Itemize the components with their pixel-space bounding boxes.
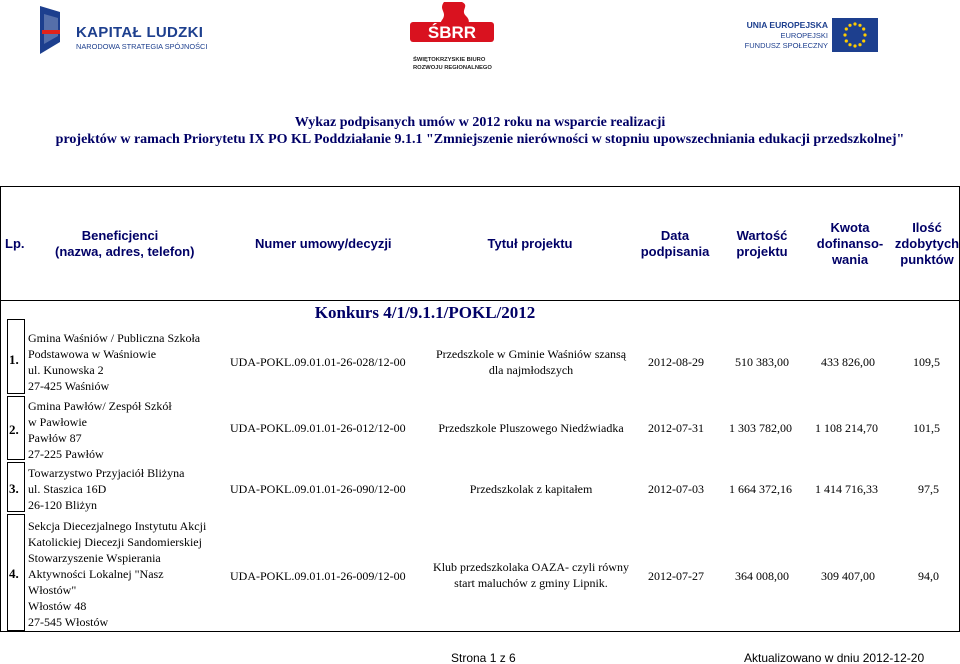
row-2-beneficjent-line1: Gmina Pawłów/ Zespół Szkół — [28, 399, 172, 413]
row-2-kwota: 1 108 214,70 — [815, 421, 878, 435]
row-1-beneficjent-line1: Gmina Waśniów / Publiczna Szkoła — [28, 331, 201, 345]
document-title-line2: projektów w ramach Priorytetu IX PO KL Poddziałanie 9.1.1 "Zmniejszenie nierówności w stopniu upowszechniania edukacji przedszkolnej" — [55, 132, 905, 147]
row-4-beneficjent-line4: Aktywności Lokalnej "Nasz — [28, 567, 164, 581]
row-4-kwota: 309 407,00 — [821, 569, 875, 583]
eu-flag-icon — [832, 18, 878, 52]
header-beneficjenci — [55, 228, 195, 260]
row-2-beneficjent — [28, 398, 172, 462]
header-kwota-line1: Kwota — [830, 220, 870, 235]
row-2-data: 2012-07-31 — [648, 421, 704, 435]
svg-text:ŚBRR: ŚBRR — [427, 23, 477, 42]
ue-text — [718, 20, 828, 51]
row-4-wartosc: 364 008,00 — [735, 569, 789, 583]
sbrr-logo — [405, 0, 500, 78]
row-1-kwota: 433 826,00 — [821, 355, 875, 369]
header-beneficjenci-line1: Beneficjenci — [81, 228, 159, 243]
sbrr-emblem-icon — [408, 0, 496, 56]
row-3-beneficjent — [28, 465, 184, 513]
row-3-numer: UDA-POKL.09.01.01-26-090/12-00 — [230, 482, 406, 496]
row-1-lp: 1. — [9, 352, 19, 367]
konkurs-title: Konkurs 4/1/9.1.1/POKL/2012 — [314, 303, 536, 322]
row-2-tytul: Przedszkole Pluszowego Niedźwiadka — [438, 421, 624, 435]
header-kwota-line3: wania — [831, 252, 869, 267]
header-divider — [0, 300, 960, 301]
header-data-line2: podpisania — [640, 244, 710, 259]
row-3-wartosc: 1 664 372,16 — [729, 482, 792, 496]
row-1-tytul — [418, 346, 644, 378]
sbrr-line2: ROZWOJU REGIONALNEGO — [413, 65, 492, 71]
row-1-beneficjent — [28, 330, 200, 394]
row-2-lp: 2. — [9, 422, 19, 437]
kapital-ludzki-logo — [38, 2, 208, 64]
row-1-punkty: 109,5 — [913, 355, 940, 369]
header-wartosc-line2: projektu — [736, 244, 788, 259]
row-1-numer: UDA-POKL.09.01.01-26-028/12-00 — [230, 355, 406, 369]
header-ilosc — [892, 220, 960, 268]
header-kwota — [810, 220, 890, 268]
row-1-tytul-line2: dla najmłodszych — [488, 363, 574, 377]
row-4-beneficjent-line6: Włostów 48 — [28, 599, 87, 613]
row-4-beneficjent — [28, 518, 206, 630]
row-1-tytul-line1: Przedszkole w Gminie Waśniów szansą — [435, 347, 627, 361]
row-1-beneficjent-line3: ul. Kunowska 2 — [28, 363, 104, 377]
row-4-beneficjent-line3: Stowarzyszenie Wspierania — [28, 551, 161, 565]
row-2-numer: UDA-POKL.09.01.01-26-012/12-00 — [230, 421, 406, 435]
row-4-beneficjent-line2: Katolickiej Diecezji Sandomierskiej — [28, 535, 202, 549]
row-2-beneficjent-line3: Pawłów 87 — [28, 431, 82, 445]
row-2-beneficjent-line4: 27-225 Pawłów — [28, 447, 104, 461]
row-3-lp: 3. — [9, 481, 19, 496]
row-4-data: 2012-07-27 — [648, 569, 704, 583]
row-4-lp: 4. — [9, 566, 19, 581]
kapital-ludzki-title: KAPITAŁ LUDZKI — [76, 24, 204, 41]
document-title — [0, 114, 960, 148]
ue-line3: FUNDUSZ SPOŁECZNY — [744, 41, 828, 50]
header-data-line1: Data — [660, 228, 690, 243]
row-1-beneficjent-line2: Podstawowa w Waśniowie — [28, 347, 157, 361]
row-3-punkty: 97,5 — [918, 482, 939, 496]
header-numer: Numer umowy/decyzji — [255, 236, 392, 251]
row-4-tytul-line2: start maluchów z gminy Lipnik. — [454, 576, 608, 590]
header-beneficjenci-line2: (nazwa, adres, telefon) — [55, 244, 195, 259]
row-4-tytul-line1: Klub przedszkolaka OAZA- czyli równy — [433, 560, 629, 574]
footer-updated: Aktualizowano w dniu 2012-12-20 — [744, 651, 925, 664]
kapital-ludzki-flag-icon — [38, 2, 66, 60]
header-kwota-line2: dofinanso- — [816, 236, 884, 251]
header-ilosc-line1: Ilość — [912, 220, 942, 235]
row-4-punkty: 94,0 — [918, 569, 939, 583]
ue-line2: EUROPEJSKI — [780, 31, 828, 40]
row-3-beneficjent-line1: Towarzystwo Przyjaciół Bliżyna — [28, 466, 185, 480]
row-3-kwota: 1 414 716,33 — [815, 482, 878, 496]
row-2-beneficjent-line2: w Pawłowie — [28, 415, 87, 429]
header-wartosc — [722, 228, 802, 260]
row-2-wartosc: 1 303 782,00 — [729, 421, 792, 435]
row-4-beneficjent-line5: Włostów" — [28, 583, 77, 597]
row-4-beneficjent-line7: 27-545 Włostów — [28, 615, 109, 629]
document-title-line1: Wykaz podpisanych umów w 2012 roku na wsparcie realizacji — [294, 115, 666, 130]
header-wartosc-line1: Wartość — [736, 228, 788, 243]
header-tytul: Tytuł projektu — [487, 236, 573, 251]
row-1-beneficjent-line4: 27-425 Waśniów — [28, 379, 110, 393]
row-1-wartosc: 510 383,00 — [735, 355, 789, 369]
row-4-beneficjent-line1: Sekcja Diecezjalnego Instytutu Akcji — [28, 519, 207, 533]
footer-page-number: Strona 1 z 6 — [451, 651, 516, 664]
header-data — [635, 228, 715, 260]
kapital-ludzki-subtitle: NARODOWA STRATEGIA SPÓJNOŚCI — [76, 42, 208, 51]
row-3-beneficjent-line3: 26-120 Bliżyn — [28, 498, 97, 512]
ue-line1: UNIA EUROPEJSKA — [746, 20, 828, 30]
row-3-data: 2012-07-03 — [648, 482, 704, 496]
row-4-tytul — [418, 559, 644, 591]
row-4-numer: UDA-POKL.09.01.01-26-009/12-00 — [230, 569, 406, 583]
row-3-beneficjent-line2: ul. Staszica 16D — [28, 482, 107, 496]
header-lp: Lp. — [5, 236, 25, 251]
sbrr-line1: ŚWIĘTOKRZYSKIE BIURO — [413, 57, 486, 63]
row-2-punkty: 101,5 — [913, 421, 940, 435]
ue-logo — [718, 18, 878, 60]
row-1-data: 2012-08-29 — [648, 355, 704, 369]
header-ilosc-line3: punktów — [900, 252, 954, 267]
row-3-tytul: Przedszkolak z kapitałem — [469, 482, 593, 496]
header-ilosc-line2: zdobytych — [894, 236, 960, 251]
